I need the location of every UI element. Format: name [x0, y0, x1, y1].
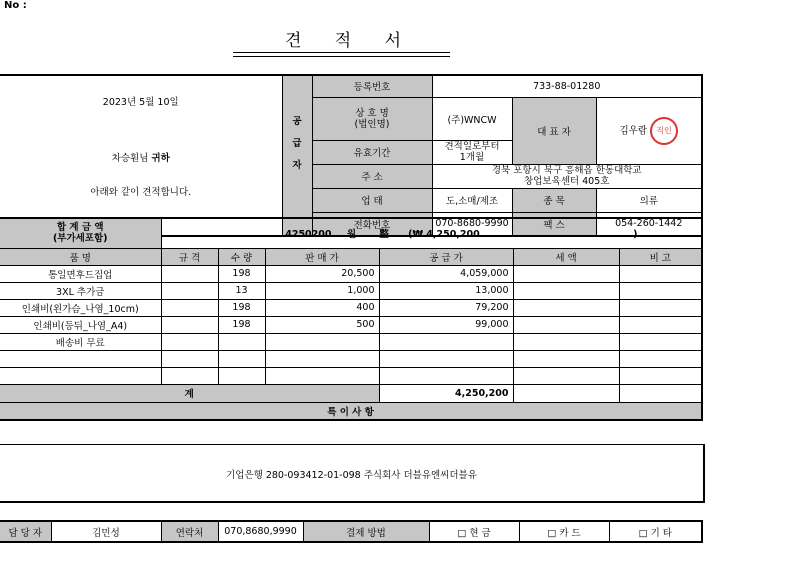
col-header-qty: 수 량 [218, 248, 265, 265]
contact-value: 070,8680,9990 [218, 521, 303, 542]
item-spec [161, 316, 218, 333]
fax-label: 팩 스 [512, 212, 596, 236]
item-qty [218, 367, 265, 384]
sum-supply-total: 4,250,200 [379, 384, 513, 402]
phone-value: 070-8680-9990 [432, 212, 512, 236]
payment-cash-option[interactable] [429, 521, 519, 542]
item-name: 배송비 무료 [0, 333, 161, 350]
item-name: 3XL 추가금 [0, 282, 161, 299]
item-name: 인쇄비(왼가슴_나염_10cm) [0, 299, 161, 316]
rep-label: 대 표 자 [512, 97, 596, 164]
manager-name: 김민성 [51, 521, 161, 542]
item-name: 인쇄비(등뒤_나염_A4) [0, 316, 161, 333]
total-amount: 4250200 [285, 229, 332, 241]
manager-label: 담 당 자 [0, 521, 51, 542]
item-supply: 4,059,000 [379, 265, 513, 282]
reg-label: 등록번호 [312, 75, 432, 97]
notes-box [0, 444, 705, 503]
item-name [0, 350, 161, 367]
total-label: 합 계 금 액 (부가세포함) [0, 218, 161, 248]
item-price: 500 [265, 316, 379, 333]
phone-label: 전화번호 [312, 212, 432, 236]
table-row [0, 333, 702, 350]
sum-label: 계 [0, 384, 379, 402]
item-qty [218, 350, 265, 367]
item-name [0, 367, 161, 384]
customer-honorific: 귀하 [151, 153, 170, 164]
item-tax [513, 333, 619, 350]
item-supply: 99,000 [379, 316, 513, 333]
item-tax [513, 299, 619, 316]
table-row [0, 350, 702, 367]
payment-card-option[interactable] [519, 521, 609, 542]
item-price [265, 350, 379, 367]
item-supply [379, 350, 513, 367]
item-supply [379, 367, 513, 384]
checkbox-icon: □ [638, 527, 651, 539]
reg-number: 733-88-01280 [432, 75, 702, 97]
biz-type-value: 도,소매/제조 [432, 188, 512, 212]
payment-card-label: 카 드 [559, 527, 581, 539]
item-tax [513, 316, 619, 333]
payment-other-option[interactable] [609, 521, 702, 542]
item-name: 통일면후드집업 [0, 265, 161, 282]
item-note [619, 265, 702, 282]
item-qty: 198 [218, 299, 265, 316]
col-header-name: 품 명 [0, 248, 161, 265]
item-note [619, 282, 702, 299]
address-label: 주 소 [312, 164, 432, 188]
table-row [0, 299, 702, 316]
contact-label: 연락처 [161, 521, 218, 542]
payment-cash-label: 현 금 [469, 527, 491, 539]
table-row [0, 316, 702, 333]
checkbox-icon: □ [457, 527, 470, 539]
item-price: 400 [265, 299, 379, 316]
total-jeong: 整 [379, 229, 389, 241]
footer-table [0, 520, 703, 543]
table-row [0, 367, 702, 384]
item-spec [161, 265, 218, 282]
company-seal: 직인 [650, 117, 678, 145]
item-spec [161, 282, 218, 299]
address-value: 경북 포항시 북구 흥해읍 한동대학교 창업보육센터 405호 [432, 164, 702, 188]
payment-other-label: 기 타 [650, 527, 672, 539]
customer-name: 차승훤님 [111, 153, 149, 164]
item-qty: 198 [218, 265, 265, 282]
item-spec [161, 299, 218, 316]
payment-label: 결제 방법 [303, 521, 429, 542]
item-tax [513, 350, 619, 367]
rep-name: 김우람 [619, 125, 647, 136]
item-note [619, 350, 702, 367]
doc-title: 견 적 서 [284, 31, 416, 51]
biz-item-value: 의류 [596, 188, 702, 212]
item-note [619, 367, 702, 384]
checkbox-icon: □ [547, 527, 560, 539]
item-supply: 13,000 [379, 282, 513, 299]
item-note [619, 316, 702, 333]
item-supply [379, 333, 513, 350]
item-price: 1,000 [265, 282, 379, 299]
col-header-spec: 규 격 [161, 248, 218, 265]
item-spec [161, 333, 218, 350]
item-note [619, 333, 702, 350]
quote-date: 2023년 5월 10일 [102, 97, 179, 108]
company-label: 상 호 명 (법인명) [312, 97, 432, 140]
total-won: 원 [346, 229, 356, 241]
notes-label: 특 이 사 항 [0, 402, 702, 420]
item-tax [513, 265, 619, 282]
company-name: (주)WNCW [432, 97, 512, 140]
supplier-side-label: 공급자 [282, 75, 312, 212]
item-qty: 13 [218, 282, 265, 299]
table-row [0, 282, 702, 299]
item-price [265, 333, 379, 350]
items-table [0, 217, 703, 421]
col-header-note: 비 고 [619, 248, 702, 265]
doc-number-label: No : [4, 0, 27, 11]
validity-value: 견적일로부터 1개월 [432, 140, 512, 164]
item-spec [161, 350, 218, 367]
item-tax [513, 282, 619, 299]
table-row [0, 265, 702, 282]
item-qty: 198 [218, 316, 265, 333]
item-supply: 79,200 [379, 299, 513, 316]
col-header-supply: 공 급 가 [379, 248, 513, 265]
biz-type-label: 업 태 [312, 188, 432, 212]
item-price: 20,500 [265, 265, 379, 282]
item-price [265, 367, 379, 384]
header-table [0, 74, 703, 237]
col-header-price: 판 매 가 [265, 248, 379, 265]
item-qty [218, 333, 265, 350]
col-header-tax: 세 액 [513, 248, 619, 265]
item-tax [513, 367, 619, 384]
total-close-paren: ) [633, 229, 638, 241]
validity-label: 유효기간 [312, 140, 432, 164]
greeting-text: 아래와 같이 견적합니다. [0, 164, 282, 236]
item-spec [161, 367, 218, 384]
notes-text: 기업은행 280-093412-01-098 주식회사 더블유엔씨더블유 [226, 470, 477, 481]
total-won-sign-amount: (₩ 4,250,200 [408, 229, 480, 241]
item-note [619, 299, 702, 316]
fax-value: 054-260-1442 [615, 218, 683, 230]
title-underline [233, 52, 450, 57]
biz-item-label: 종 목 [512, 188, 596, 212]
